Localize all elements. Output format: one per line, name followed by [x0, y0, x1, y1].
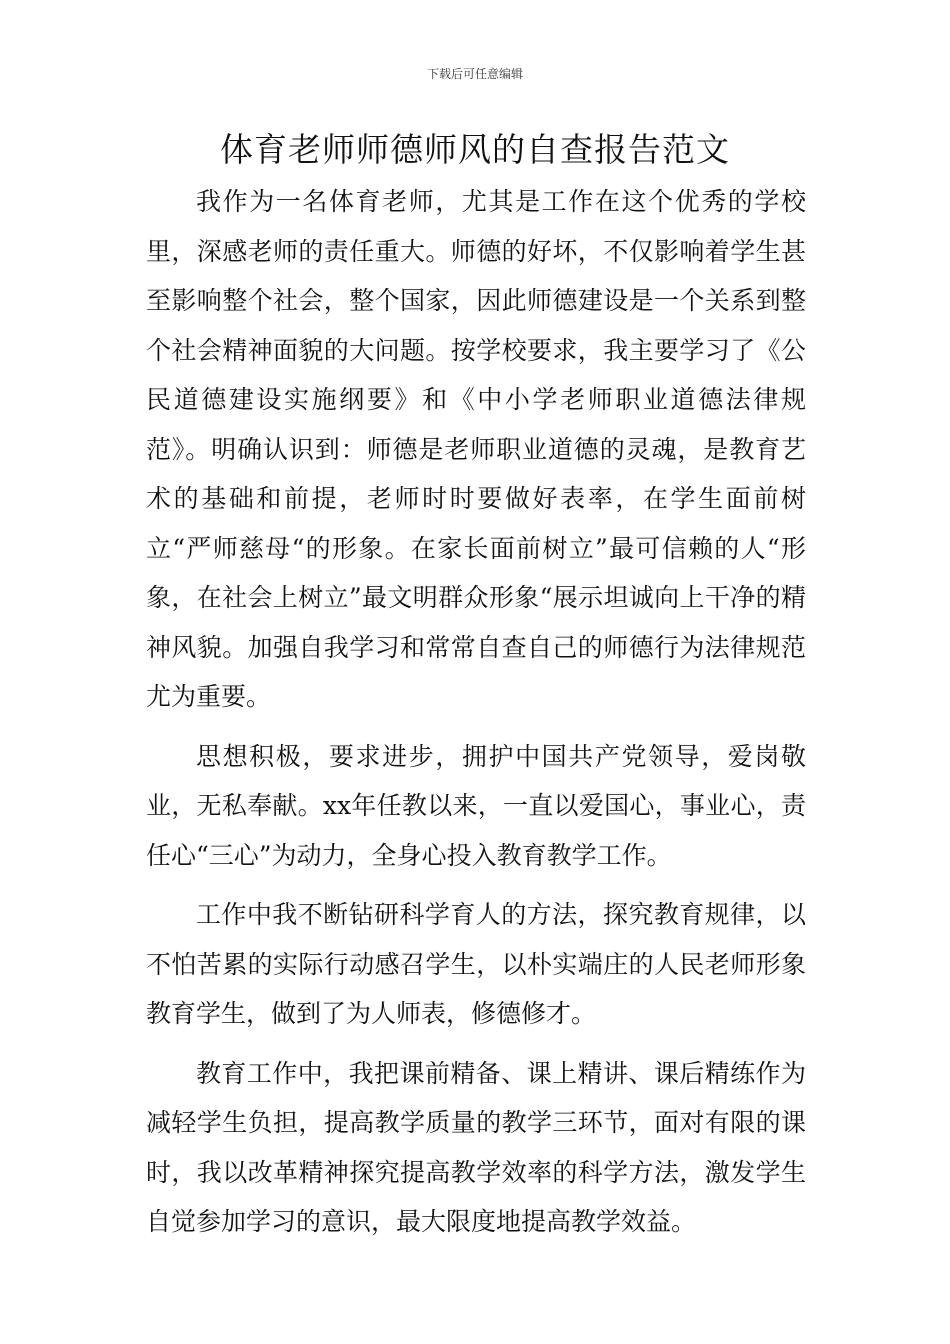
paragraph-1: 我作为一名体育老师，尤其是工作在这个优秀的学校里，深感老师的责任重大。师德的好坏，不仅影响着学生甚至影响整个社会，整个国家，因此师德建设是一个关系到整个社会精神面貌的大问题。按学校要求，我主要学习了《公民道德建设实施纲要》和《中小学老师职业道德法律规范》。明确认识到：师德是老师职业道德的灵魂，是教育艺术的基础和前提，老师时时要做好表率，在学生面前树立“严师慈母“的形象。在家长面前树立”最可信赖的人“形象，在社会上树立”最文明群众形象“展示坦诚向上干净的精神风貌。加强自我学习和常常自查自己的师德行为法律规范尤为重要。	[146, 187, 806, 711]
paragraph-4: 教育工作中，我把课前精备、课上精讲、课后精练作为减轻学生负担，提高教学质量的教学三环节，面对有限的课时，我以改革精神探究提高教学效率的科学方法，激发学生自觉参加学习的意识，最大限度地提高教学效益。	[146, 1058, 806, 1236]
header-note: 下载后可任意编辑	[426, 67, 523, 81]
document-title: 体育老师师德师风的自查报告范文	[220, 130, 730, 169]
paragraph-3: 工作中我不断钻研科学育人的方法，探究教育规律，以不怕苦累的实际行动感召学生，以朴实端庄的人民老师形象教育学生，做到了为人师表，修德修才。	[146, 900, 806, 1028]
document-body	[146, 177, 806, 1247]
paragraph-2: 思想积极，要求进步，拥护中国共产党领导，爱岗敬业，无私奉献。xx年任教以来，一直以爱国心，事业心，责任心“三心”为动力，全身心投入教育教学工作。	[146, 741, 806, 870]
